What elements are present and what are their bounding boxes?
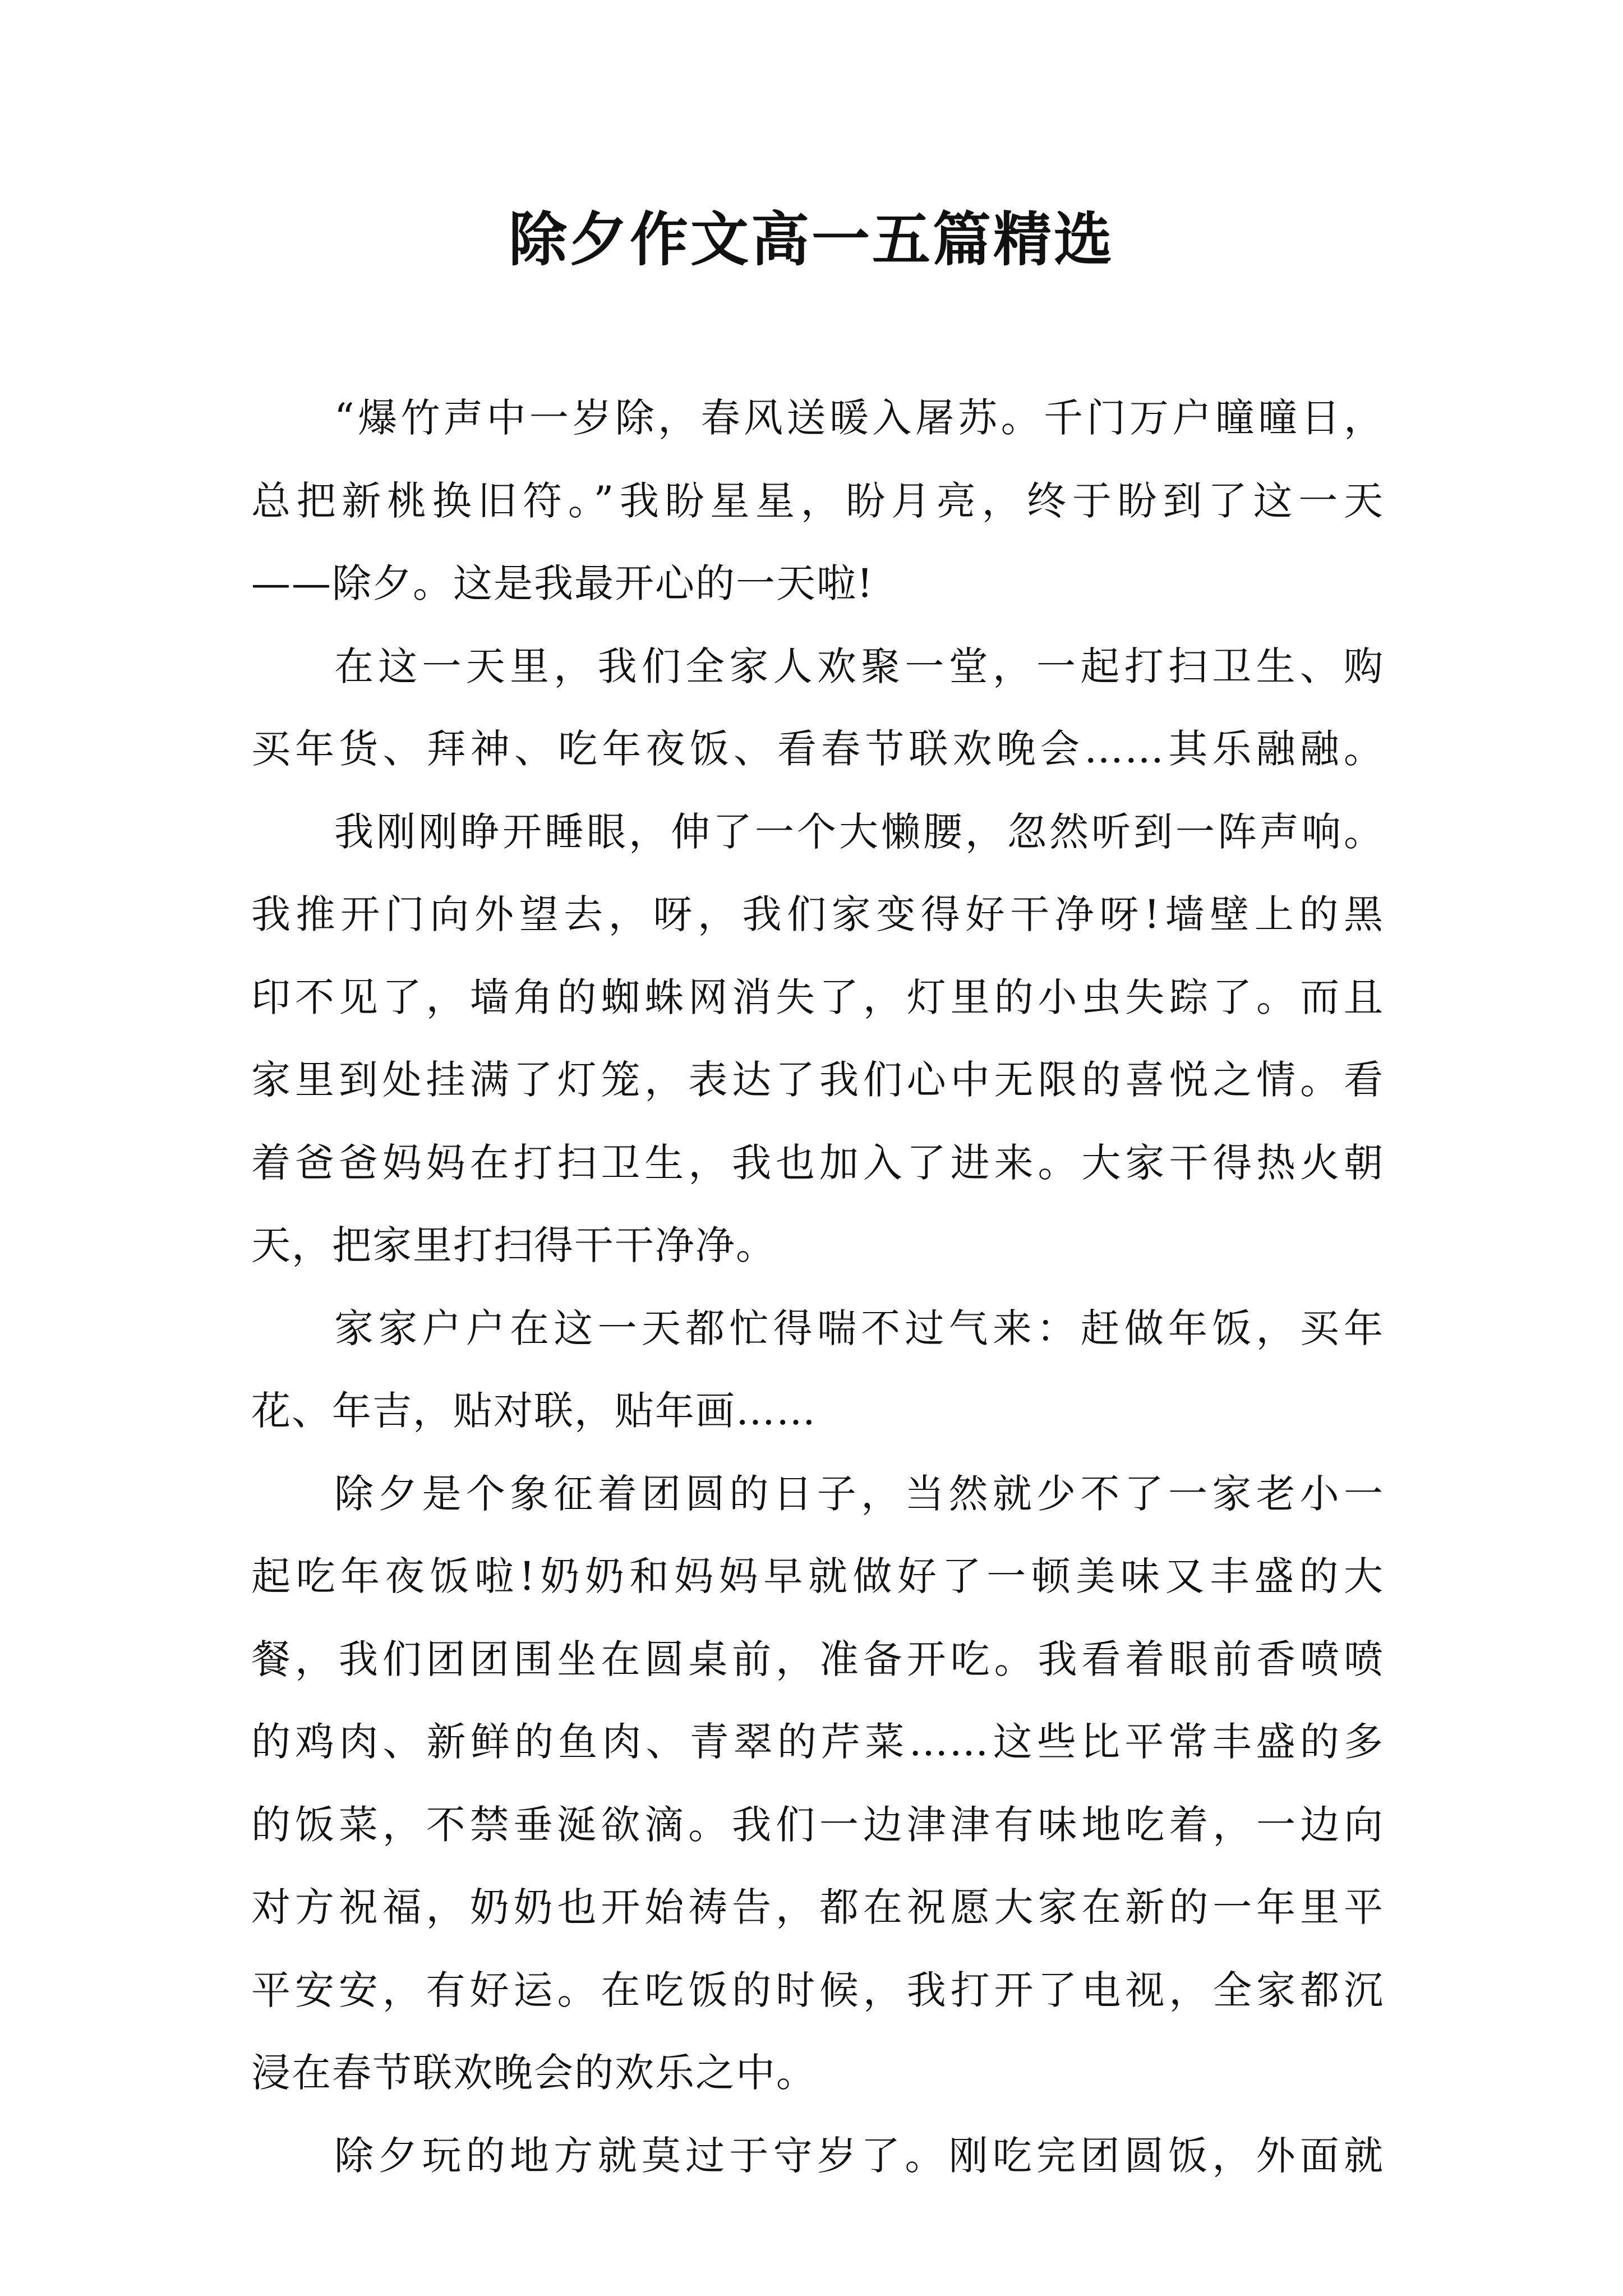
text-line: 浸在春节联欢晚会的欢乐之中。 (251, 2050, 817, 2096)
text-line: ——除夕。这是我最开心的一天啦! (251, 560, 874, 606)
document-title: 除夕作文高一五篇精选 (508, 205, 1114, 274)
text-line: 平安安，有好运。在吃饭的时候，我打开了电视，全家都沉 (251, 1967, 1384, 2013)
text-line: 家家户户在这一天都忙得喘不过气来：赶做年饭，买年 (334, 1305, 1384, 1351)
text-line: 印不见了，墙角的蜘蛛网消失了，灯里的小虫失踪了。而且 (251, 974, 1384, 1020)
text-line: 餐，我们团团围坐在圆桌前，准备开吃。我看着眼前香喷喷 (251, 1636, 1384, 1682)
text-line: 总把新桃换旧符。”我盼星星，盼月亮，终于盼到了这一天 (251, 477, 1384, 524)
text-line: 在这一天里，我们全家人欢聚一堂，一起打扫卫生、购 (334, 643, 1384, 689)
text-line: 家里到处挂满了灯笼，表达了我们心中无限的喜悦之情。看 (251, 1057, 1384, 1103)
text-line: 天，把家里打扫得干干净净。 (251, 1222, 776, 1268)
text-line: 我刚刚睁开睡眼，伸了一个大懒腰，忽然听到一阵声响。 (334, 808, 1384, 855)
text-line: “爆竹声中一岁除，春风送暖入屠苏。千门万户曈曈日， (334, 395, 1384, 441)
text-line: 除夕玩的地方就莫过于守岁了。刚吃完团圆饭，外面就 (334, 2132, 1384, 2179)
text-line: 我推开门向外望去，呀，我们家变得好干净呀!墙壁上的黑 (251, 891, 1384, 937)
text-line: 的鸡肉、新鲜的鱼肉、青翠的芹菜……这些比平常丰盛的多 (251, 1719, 1384, 1765)
text-line: 的饭菜，不禁垂涎欲滴。我们一边津津有味地吃着，一边向 (251, 1801, 1384, 1848)
text-line: 起吃年夜饭啦!奶奶和妈妈早就做好了一顿美味又丰盛的大 (251, 1553, 1384, 1599)
text-line: 除夕是个象征着团圆的日子，当然就少不了一家老小一 (334, 1470, 1384, 1517)
text-line: 对方祝福，奶奶也开始祷告，都在祝愿大家在新的一年里平 (251, 1884, 1384, 1930)
essay-body (251, 377, 1384, 2197)
text-line: 着爸爸妈妈在打扫卫生，我也加入了进来。大家干得热火朝 (251, 1139, 1384, 1186)
text-line: 买年货、拜神、吃年夜饭、看春节联欢晚会……其乐融融。 (251, 726, 1384, 772)
text-line: 花、年吉，贴对联，贴年画…… (251, 1388, 817, 1434)
